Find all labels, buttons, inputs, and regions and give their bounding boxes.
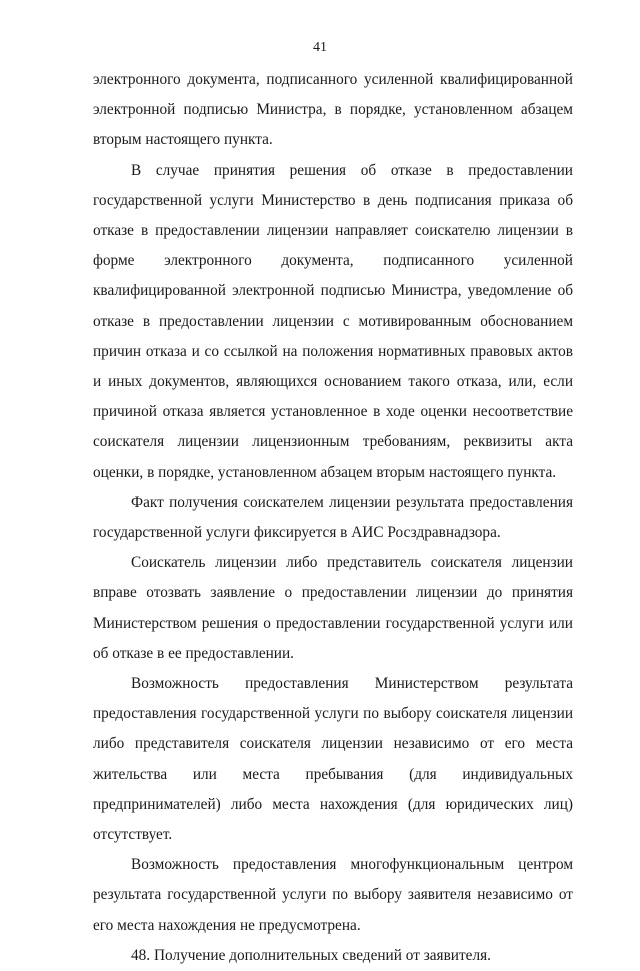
document-body: [93, 65, 573, 971]
paragraph-result-receipt: Факт получения соискателем лицензии результата предоставления государственной услуги фиксируется в АИС Росздравнадзора.: [93, 493, 573, 542]
paragraph-section-48: 48. Получение дополнительных сведений от заявителя.: [131, 946, 491, 964]
paragraph-ministry-delivery-option: Возможность предоставления Министерством результата предоставления государственной услуги по выбору соискателя лицензии либо представителя соискателя лицензии независимо от его места жительства или места пребывания (для индивидуальных предпринимателей) либо места нахождения (для юридических лиц) отсутствует.: [93, 675, 573, 844]
paragraph-continuation: электронного документа, подписанного усиленной квалифицированной электронной подписью Министра, в порядке, установленном абзацем вторым настоящего пункта.: [93, 71, 573, 149]
paragraph-mfc-delivery-option: Возможность предоставления многофункциональным центром результата государственной услуги по выбору заявителя независимо от его места нахождения не предусмотрена.: [93, 856, 573, 934]
paragraph-refusal-notice: В случае принятия решения об отказе в предоставлении государственной услуги Министерство в день подписания приказа об отказе в предоставлении лицензии направляет соискателю лицензии в форме электронного документа, подписанного усиленной квалифицированной электронной подписью Министра, уведомление об отказе в предоставлении лицензии с мотивированным обоснованием причин отказа и со ссылкой на положения нормативных правовых актов и иных документов, являющихся основанием такого отказа, или, если причиной отказа является установленное в ходе оценки несоответствие соискателя лицензии лицензионным требованиям, реквизиты акта оценки, в порядке, установленном абзацем вторым настоящего пункта.: [93, 161, 573, 481]
paragraph-application-withdrawal: Соискатель лицензии либо представитель соискателя лицензии вправе отозвать заявление о предоставлении лицензии до принятия Министерством решения о предоставлении государственной услуги или об отказе в ее предоставлении.: [93, 554, 573, 662]
page-number: 41: [313, 40, 327, 55]
